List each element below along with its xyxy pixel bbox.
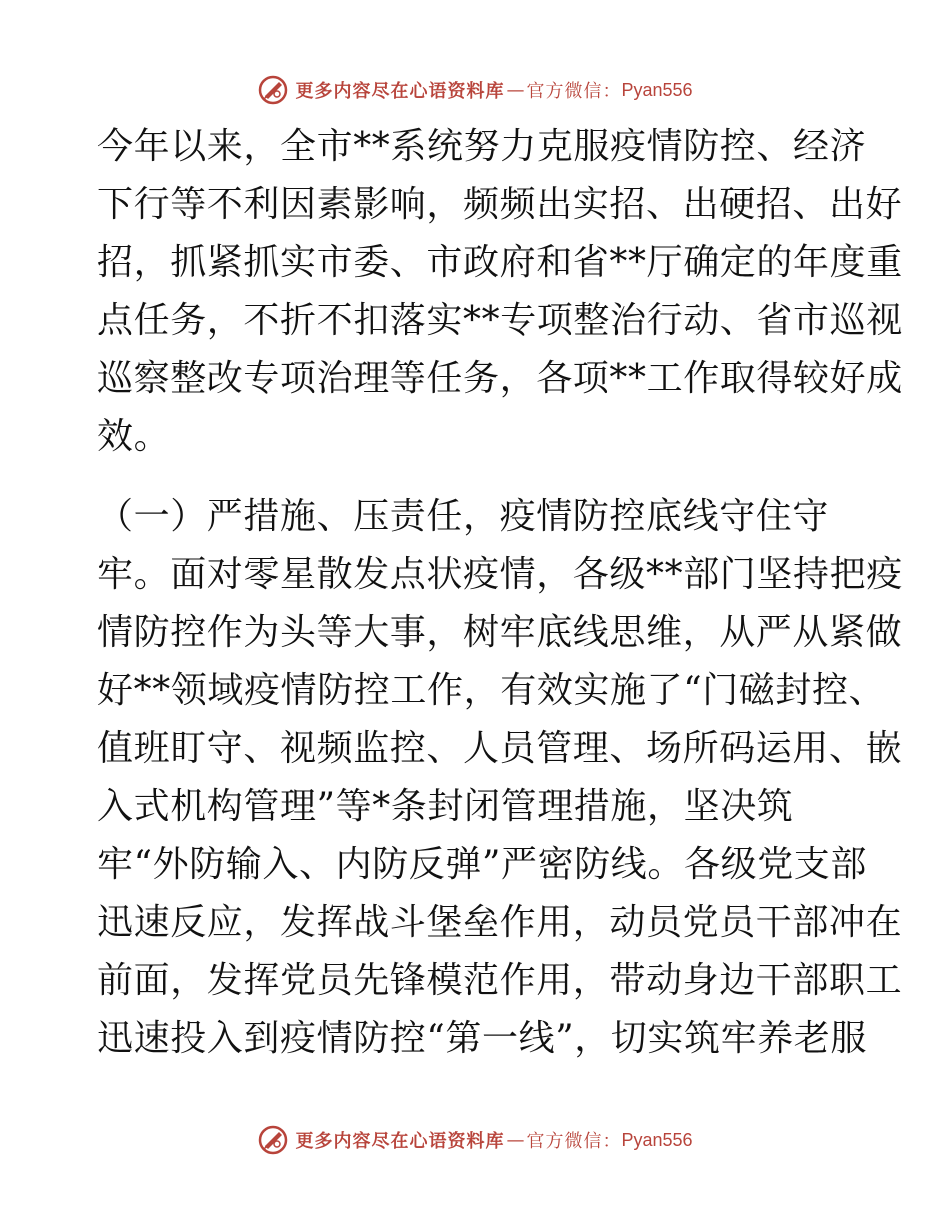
- text-line: 下行等不利因素影响，频频出实招、出硬招、出好: [97, 184, 903, 225]
- text-line: 牢。面对零星散发点状疫情，各级**部门坚持把疫: [97, 554, 903, 595]
- banner-main-text: 更多内容尽在心语资料库: [295, 1131, 505, 1152]
- banner-main-text: 更多内容尽在心语资料库: [295, 81, 505, 102]
- text-line: 巡察整改专项治理等任务，各项**工作取得较好成: [97, 358, 903, 399]
- text-line: 入式机构管理”等*条封闭管理措施，坚决筑: [97, 786, 794, 827]
- text-line: 今年以来，全市**系统努力克服疫情防控、经济: [97, 126, 867, 167]
- header-banner: [0, 72, 950, 108]
- text-line: 前面，发挥党员先锋模范作用，带动身边干部职工: [97, 960, 903, 1001]
- paragraph-gap: [97, 466, 857, 488]
- brand-logo-icon: [257, 1124, 289, 1156]
- banner-sub-text: 官方微信：: [526, 1131, 622, 1152]
- footer-banner: [0, 1122, 950, 1158]
- banner-handle: Pyan556: [621, 1129, 693, 1150]
- document-body: [97, 118, 903, 1068]
- text-line: 效。: [97, 416, 171, 457]
- text-line: 迅速反应，发挥战斗堡垒作用，动员党员干部冲在: [97, 902, 903, 943]
- text-line: 情防控作为头等大事，树牢底线思维，从严从紧做: [97, 612, 903, 653]
- paragraph-intro: [97, 118, 903, 466]
- text-line: 点任务，不折不扣落实**专项整治行动、省市巡视: [97, 300, 903, 341]
- section-heading-line: （一）严措施、压责任，疫情防控底线守住守: [97, 496, 830, 537]
- brand-logo-icon: [257, 74, 289, 106]
- text-line: 招，抓紧抓实市委、市政府和省**厅确定的年度重: [97, 242, 903, 283]
- banner-sub-text: 官方微信：: [526, 81, 622, 102]
- banner-dash: —: [506, 79, 525, 101]
- banner-handle: Pyan556: [621, 79, 693, 100]
- text-line: 牢“外防输入、内防反弹”严密防线。各级党支部: [97, 844, 868, 885]
- text-line: 迅速投入到疫情防控“第一线”，切实筑牢养老服: [97, 1018, 868, 1059]
- paragraph-section-one: [97, 488, 903, 1068]
- text-line: 好**领域疫情防控工作，有效实施了“门磁封控、: [97, 670, 886, 711]
- banner-dash: —: [506, 1129, 525, 1151]
- text-line: 值班盯守、视频监控、人员管理、场所码运用、嵌: [97, 728, 903, 769]
